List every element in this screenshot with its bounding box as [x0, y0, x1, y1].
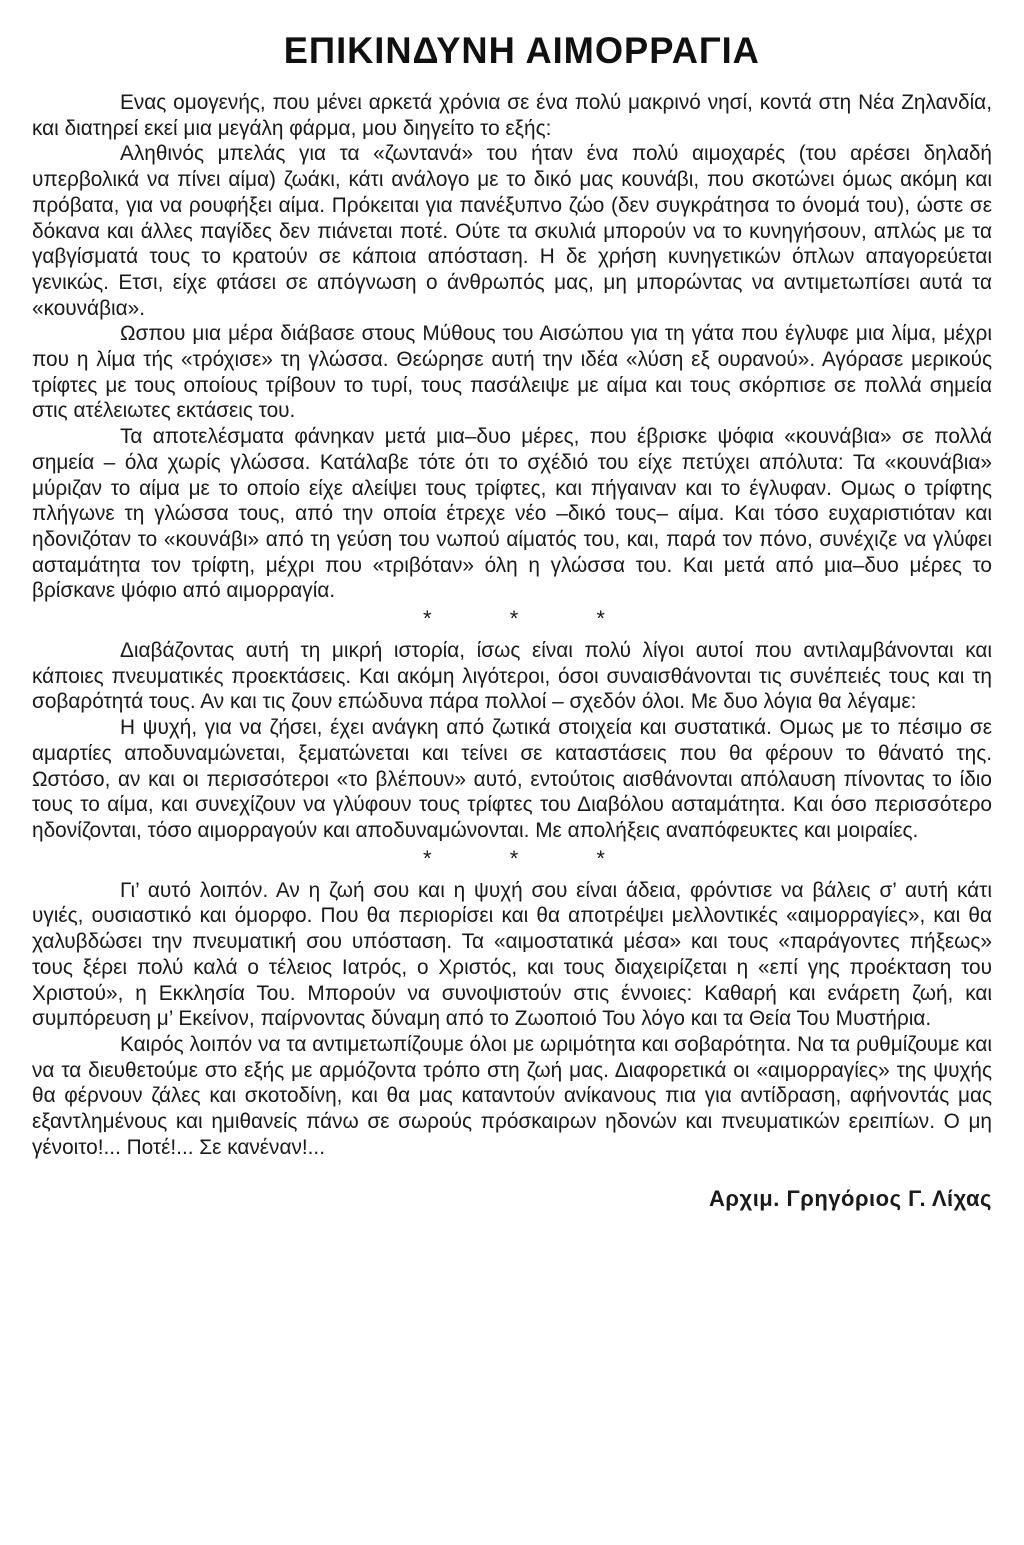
paragraph-reflection-1: Διαβάζοντας αυτή τη μικρή ιστορία, ίσως είναι πολύ λίγοι αυτοί που αντιλαμβάνονται και κάποιες πνευματικές προεκτάσεις. Και ακόμη λιγότεροι, όσοι συναισθάνονται τις συνέπειές τους και τη σοβαρότητά τους. Αν και τις ζουν επώδυνα πάρα πολλοί – σχεδόν όλοι. Με δυο λόγια θα λέγαμε: — [32, 639, 992, 714]
paragraph-intro: Ενας ομογενής, που μένει αρκετά χρόνια σε ένα πολύ μακρινό νησί, κοντά στη Νέα Ζηλανδία, και διατηρεί εκεί μια μεγάλη φάρμα, μου διηγείτο το εξής: — [32, 91, 992, 140]
article-body — [32, 90, 992, 1160]
paragraph-conclusion-1: Γι’ αυτό λοιπόν. Αν η ζωή σου και η ψυχή σου είναι άδεια, φρόντισε να βάλεις σ’ αυτή κάτι υγιές, ουσιαστικό και όμορφο. Που θα περιορίσει και θα αποτρέψει μελλοντικές «αιμορραγίες», και θα χαλυβδώσει την πνευματική σου υπόσταση. Τα «αιμοστατικά μέσα» και τους «παράγοντες πήξεως» τους ξέρει πολύ καλά ο τέλειος Ιατρός, ο Χριστός, και τους διαχειρίζεται η «επί γης προέκταση του Χριστού», η Εκκλησία Του. Μπορούν να συνοψιστούν στις έννοιες: Καθαρή και ενάρετη ζωή, και συμπόρευση μ’ Εκείνον, παίρνοντας δύναμη από το Ζωοποιό Του λόγο και τα Θεία Του Μυστήρια. — [32, 878, 992, 1031]
section-separator: * * * — [423, 845, 641, 871]
paragraph-story-3: Τα αποτελέσματα φάνηκαν μετά μια–δυο μέρες, που έβρισκε ψόφια «κουνάβια» σε πολλά σημεία – όλα χωρίς γλώσσα. Κατάλαβε τότε ότι το σχέδιό του είχε πετύχει απόλυτα: Τα «κουνάβια» μύριζαν το αίμα με το οποίο είχε αλείψει τους τρίφτες, και πήγαιναν και το έγλυφαν. Ομως ο τρίφτης πλήγωνε τη γλώσσα τους, από την οποία έτρεχε νέο –δικό τους– αίμα. Και τόσο ευχαριστιόταν και ηδονιζόταν το «κουνάβι» από τη γεύση του νωπού αίματός του, και, παρά τον πόνο, συνέχιζε να γλύφει ασταμάτητα τον τρίφτη, μέχρι που «τριβόταν» όλη η γλώσσα του. Και μετά από μια–δυο μέρες το βρίσκανε ψόφιο από αιμορραγία. — [32, 425, 992, 603]
paragraph-story-2: Ωσπου μια μέρα διάβασε στους Μύθους του Αισώπου για τη γάτα που έγλυφε μια λίμα, μέχρι που η λίμα τής «τρόχισε» τη γλώσσα. Θεώρησε αυτή την ιδέα «λύση εξ ουρανού». Αγόρασε μερικούς τρίφτες με τους οποίους τρίβουν το τυρί, τους πασάλειψε με αίμα και τους σκόρπισε σε πολλά σημεία στις ατέλειωτες εκτάσεις του. — [32, 322, 992, 423]
article-page — [32, 30, 992, 1530]
paragraph-story-1: Αληθινός μπελάς για τα «ζωντανά» του ήταν ένα πολύ αιμοχαρές (του αρέσει δηλαδή υπερβολικά να πίνει αίμα) ζωάκι, κάτι ανάλογο με το δικό μας κουνάβι, που σκοτώνει όμως ακόμη και πρόβατα, για να ρουφήξει αίμα. Πρόκειται για πανέξυπνο ζώο (δεν συγκράτησα το όνομά του), ώστε σε δόκανα και άλλες παγίδες δεν πιάνεται ποτέ. Ούτε τα σκυλιά μπορούν να το κυνηγήσουν, απλώς με τα γαβγίσματά τους το κρατούν σε κάποια απόσταση. Η δε χρήση κυνηγετικών όπλων απαγορεύεται γενικώς. Ετσι, είχε φτάσει σε απόγνωση ο άνθρωπός μας, μη μπορώντας να αντιμετωπίσει αυτά τα «κουνάβια». — [32, 142, 992, 320]
section-separator: * * * — [423, 606, 641, 632]
paragraph-conclusion-2: Καιρός λοιπόν να τα αντιμετωπίζουμε όλοι με ωριμότητα και σοβαρότητα. Να τα ρυθμίζουμε και να τα διευθετούμε στο εξής με αρμόζοντα τρόπο στη ζωή μας. Διαφορετικά οι «αιμορραγίες» της ψυχής θα φέρνουν ζάλες και σκοτοδίνη, και θα μας καταντούν ανίκανους πια για αντίδραση, αφήνοντάς μας εξαντλημένους και ημιθανείς πάνω σε σωρούς πρόσκαιρων ηδονών και πνευματικών ερειπίων. Ο μη γένοιτο!... Ποτέ!... Σε κανέναν!... — [32, 1032, 992, 1159]
article-title: ΕΠΙΚΙΝΔΥΝΗ ΑΙΜΟΡΡΑΓΙΑ — [283, 30, 760, 71]
paragraph-reflection-2: Η ψυχή, για να ζήσει, έχει ανάγκη από ζωτικά στοιχεία και συστατικά. Ομως με το πέσιμο σε αμαρτίες αποδυναμώνεται, ξεματώνεται και τείνει σε καταστάσεις που θα φέρουν το θάνατό της. Ωστόσο, αν και οι περισσότεροι «το βλέπουν» αυτό, εντούτοις αισθάνονται απόλαυση πίνοντας το ίδιο τους το αίμα, και συνεχίζουν να γλύφουν τους τρίφτες του Διαβόλου ασταμάτητα. Και όσο περισσότερο ηδονίζονται, τόσο αιμορραγούν και αποδυναμώνονται. Με απολήξεις αναπόφευκτες και μοιραίες. — [32, 716, 992, 842]
author-signature: Αρχιμ. Γρηγόριος Γ. Λίχας — [709, 1186, 992, 1212]
